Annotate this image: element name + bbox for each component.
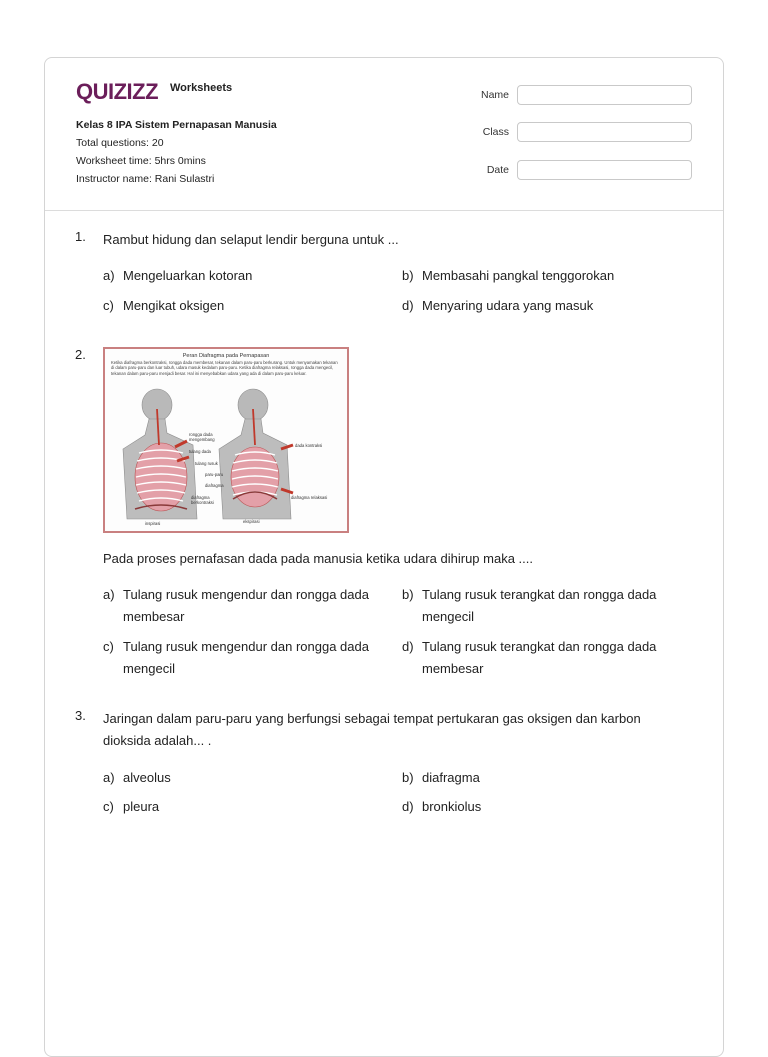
worksheet-header <box>45 58 723 211</box>
figure-caption: Ketika diafragma berkontraksi, rongga dada membesar, tekanan dalam paru-paru berkurang. Untuk menyamakan tekanan di dalam paru-paru dan luar tubuh, udara masuk kedalam paru-paru. Ketika diafragma relaksasi, rongga dada mengecil, tekanan dalam paru-paru menjadi besar. Hal ini menyebabkan udara yang ada di dalam paru-paru keluar. <box>111 360 338 376</box>
brand <box>76 78 232 104</box>
question-number: 3. <box>75 708 86 723</box>
label-mengembang: mengembang <box>189 437 215 442</box>
name-field[interactable] <box>517 85 692 105</box>
svg-text:QUIZIZZ: QUIZIZZ <box>76 79 159 104</box>
worksheet-meta <box>76 116 277 188</box>
label-tulang-dada: tulang dada <box>189 449 211 454</box>
class-label: Class <box>482 126 509 138</box>
question-text: Jaringan dalam paru-paru yang berfungsi sebagai tempat pertukaran gas oksigen dan karbon dioksida adalah... . <box>103 711 641 748</box>
label-ekspirasi: ekspirasi <box>243 519 260 524</box>
label-diafragma: diafragma <box>205 483 224 488</box>
label-diafragma-relaksasi: diafragma relaksasi <box>291 495 328 500</box>
question-number: 1. <box>75 229 86 244</box>
label-diafragma-k1: diafragma <box>191 495 210 500</box>
worksheet-title: Kelas 8 IPA Sistem Pernapasan Manusia <box>76 119 277 131</box>
label-rongga-dada: rongga dada <box>189 432 213 437</box>
total-questions: Total questions: 20 <box>76 137 164 149</box>
worksheet-page: QUIZIZZ Worksheets Kelas 8 IPA Sistem Pernapasan Manusia Total questions: 20 Worksheet time: 5hrs 0mins Instructor name: Rani Sulastri Name Class Date 1. Rambut hidung dan selaput lendir berguna untuk ... a) Mengeluarkan kotoran b) Membasahi pangkal tenggorokan c) Mengikat oksigen d) Menyaring udara yang masuk 2. Peran Diafragma pada Pernapasan Ketika diafragma berkontraksi, rongga dada membesar, tekanan dalam paru-paru berkurang. Untuk menyamakan tekanan di dalam paru-paru dan luar tubuh, udara masuk kedalam paru-paru. Ketika diafragma relaksasi, rongga dada mengecil, tekanan dalam paru-paru menjadi besar. Hal ini menyebabkan udara yang ada di dalam paru-paru keluar. rongga dada mengembang tulang dada tulang rusuk paru-paru diafragma diafragma berkontraksi inspirasi ekspirasi dada kontraksi diafragma relaksasi Pada proses pernafasan dada pada manusia ketika udara dihirup maka .... a) Tulang rusuk mengendur dan rongga dada membesar b) Tulang rusuk terangkat dan rongga dada mengecil c) Tulang rusuk mengendur dan rongga dada mengecil d) Tulang rusuk terangkat dan rongga dada membesar 3. Jaringan dalam paru-paru yang berfungsi sebagai tempat pertukaran gas oksigen dan karbon dioksida adalah... . a) alveolus b) diafragma c) pleura d) bronkiolus <box>44 57 724 1057</box>
brand-subtitle: Worksheets <box>170 82 233 94</box>
label-paru-paru: paru-paru <box>205 472 224 477</box>
figure-title: Peran Diafragma pada Pernapasan <box>182 353 270 359</box>
worksheet-time: Worksheet time: 5hrs 0mins <box>76 155 206 167</box>
class-field[interactable] <box>517 122 692 142</box>
question-number: 2. <box>75 347 86 362</box>
quizizz-logo <box>76 78 164 104</box>
label-tulang-rusuk: tulang rusuk <box>195 461 218 466</box>
instructor-name: Instructor name: Rani Sulastri <box>76 173 215 185</box>
label-dada-kontraksi: dada kontraksi <box>295 443 323 448</box>
name-label: Name <box>480 89 509 101</box>
question-text: Pada proses pernafasan dada pada manusia ketika udara dihirup maka .... <box>103 551 533 566</box>
body-ekspirasi <box>219 389 293 519</box>
label-diafragma-k2: berkontraksi <box>191 500 214 505</box>
label-inspirasi: inspirasi <box>145 521 161 526</box>
date-field[interactable] <box>517 160 692 180</box>
question-text: Rambut hidung dan selaput lendir berguna untuk ... <box>103 232 399 247</box>
date-label: Date <box>486 164 509 176</box>
body-inspirasi <box>123 389 197 519</box>
diaphragm-figure <box>103 347 349 533</box>
diaphragm-diagram <box>105 349 347 531</box>
